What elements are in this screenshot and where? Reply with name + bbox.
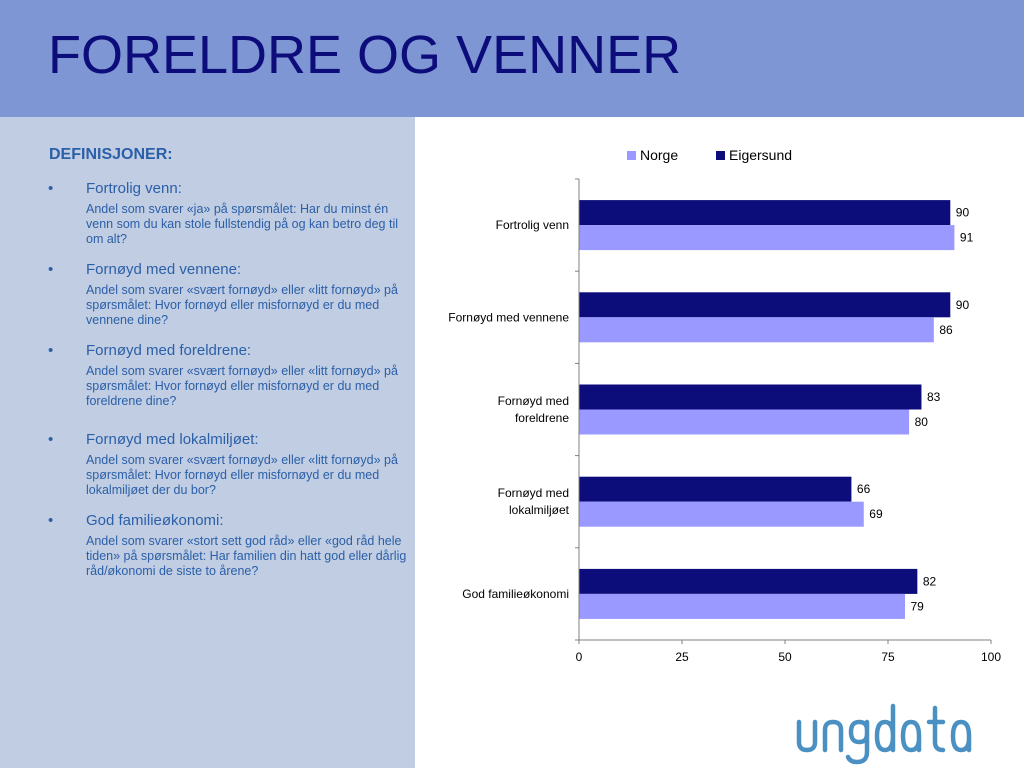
x-tick-label: 0 xyxy=(575,650,583,664)
definitions-list xyxy=(48,180,408,593)
definition-title: God familieøkonomi: xyxy=(86,512,224,529)
bullet-icon: • xyxy=(48,261,54,278)
legend-swatch-norge xyxy=(627,151,636,160)
legend-label: Eigersund xyxy=(729,147,793,163)
data-label: 82 xyxy=(922,574,937,589)
bar-eigersund xyxy=(580,385,922,410)
bar-chart xyxy=(415,117,1024,677)
definition-description: Andel som svarer «svært fornøyd» eller «litt fornøyd» på spørsmålet: Hvor fornøyd eller misfornøyd er du med vennene dine? xyxy=(86,283,398,327)
data-label: 86 xyxy=(939,322,953,337)
legend-swatch-eigersund xyxy=(716,151,725,160)
definition-title: Fornøyd med foreldrene: xyxy=(86,342,252,359)
definition-title: Fortrolig venn: xyxy=(86,180,182,197)
data-label: 69 xyxy=(869,507,883,522)
bar-eigersund xyxy=(580,200,951,225)
bar-norge xyxy=(580,594,905,619)
data-label: 79 xyxy=(910,599,924,614)
category-label: Fornøyd med xyxy=(497,394,569,408)
x-tick-label: 75 xyxy=(881,650,895,664)
legend-label: Norge xyxy=(640,147,679,163)
definition-description: Andel som svarer «stort sett god råd» eller «god råd hele tiden» på spørsmålet: Har familien din hatt god eller dårlig råd/økonomi de siste to årene? xyxy=(86,534,407,578)
category-label: Fornøyd med vennene xyxy=(448,310,569,325)
data-label: 66 xyxy=(856,482,871,497)
header-band xyxy=(0,0,1024,117)
bar-eigersund xyxy=(580,477,852,502)
definitions-heading: DEFINISJONER: xyxy=(49,146,173,163)
data-label: 90 xyxy=(955,297,970,312)
bullet-icon: • xyxy=(48,180,54,197)
category-label: Fortrolig venn xyxy=(495,218,569,233)
data-label: 80 xyxy=(914,415,928,429)
ungdata-logo xyxy=(793,700,1021,766)
bar-norge xyxy=(580,317,934,342)
definition-description: Andel som svarer «svært fornøyd» eller «litt fornøyd» på spørsmålet: Hvor fornøyd eller misfornøyd er du med lokalmiljøet der du bor? xyxy=(86,453,398,497)
bar-norge xyxy=(580,502,864,527)
bar-eigersund xyxy=(580,292,951,317)
bar-eigersund xyxy=(580,569,918,594)
page-title: FORELDRE OG VENNER xyxy=(48,25,682,85)
bullet-icon: • xyxy=(48,512,54,529)
definition-item xyxy=(48,261,408,328)
bullet-icon: • xyxy=(48,342,54,359)
category-label: lokalmiljøet xyxy=(508,503,569,518)
category-label: Fornøyd med xyxy=(497,486,569,501)
data-label: 91 xyxy=(959,230,974,245)
data-label: 83 xyxy=(926,390,941,404)
category-label: God familieøkonomi xyxy=(462,586,569,601)
definition-title: Fornøyd med vennene: xyxy=(86,261,242,278)
bar-norge xyxy=(580,225,955,250)
definition-description: Andel som svarer «ja» på spørsmålet: Har du minst én venn som du kan stole fullstendig på og kan betro deg til om alt? xyxy=(86,202,399,246)
x-tick-label: 50 xyxy=(778,650,792,664)
definition-title: Fornøyd med lokalmiljøet: xyxy=(86,431,259,448)
definition-description: Andel som svarer «svært fornøyd» eller «litt fornøyd» på spørsmålet: Hvor fornøyd eller misfornøyd er du med foreldrene dine? xyxy=(86,364,398,408)
bullet-icon: • xyxy=(48,431,54,448)
bar-norge xyxy=(580,410,910,435)
x-tick-label: 25 xyxy=(675,650,689,664)
definition-item xyxy=(48,342,408,409)
data-label: 90 xyxy=(955,205,970,220)
x-tick-label: 100 xyxy=(980,650,1002,664)
definition-item xyxy=(48,431,408,498)
category-label: foreldrene xyxy=(514,411,569,425)
definition-item xyxy=(48,180,408,247)
definition-item xyxy=(48,512,408,579)
